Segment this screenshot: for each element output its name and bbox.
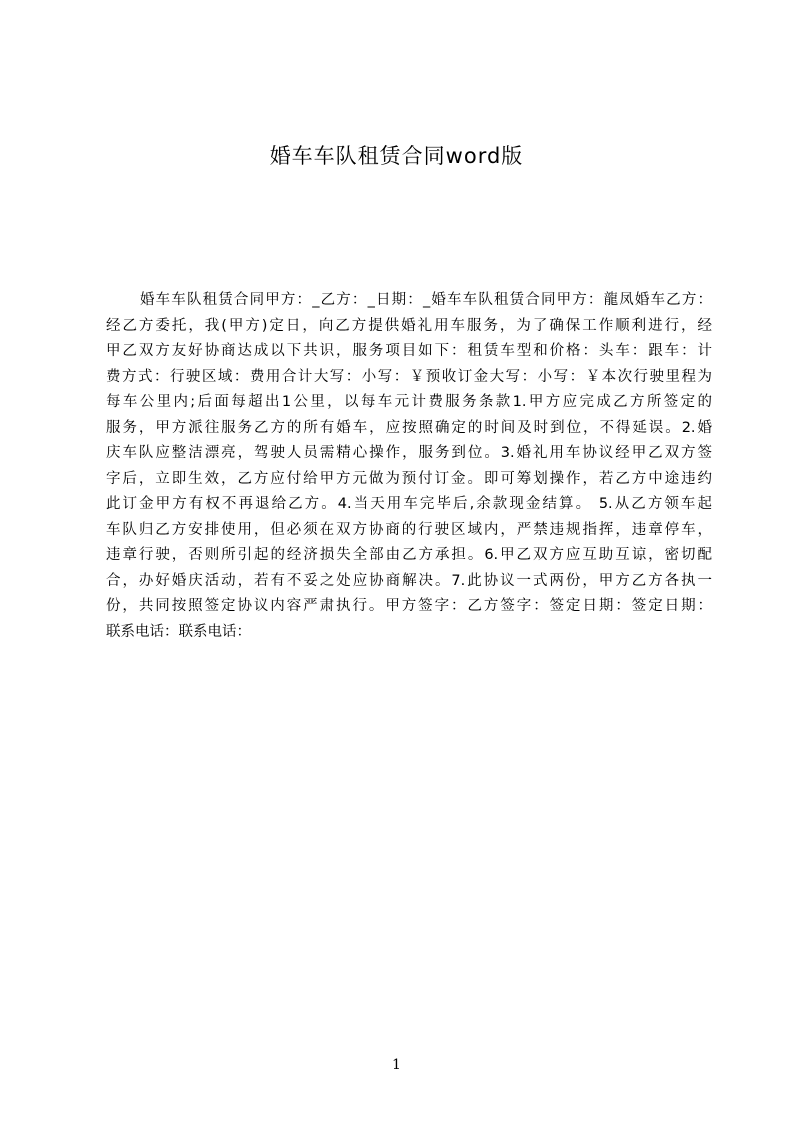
body-line: 字后，立即生效，乙方应付给甲方元做为预付订金。即可筹划操作，若乙方中途违约	[106, 470, 712, 487]
body-line: 甲乙双方友好协商达成以下共识，服务项目如下：租赁车型和价格：头车：跟车：计	[106, 343, 712, 359]
body-line: 车队归乙方安排使用，但必须在双方协商的行驶区域内，严禁违规指挥，违章停车，	[106, 521, 712, 538]
contract-body	[106, 288, 712, 645]
body-line: 联系电话：联系电话：	[106, 623, 251, 640]
body-line: 份，共同按照签定协议内容严肃执行。甲方签字：乙方签字：签定日期：签定日期：	[106, 598, 712, 614]
body-line: 每车公里内;后面每超出1公里，以每车元计费服务条款1.甲方应完成乙方所签定的	[106, 394, 712, 410]
page-number: 1	[392, 1057, 401, 1073]
document-title: 婚车车队租赁合同word版	[269, 144, 524, 168]
body-line: 合，办好婚庆活动，若有不妥之处应协商解决。7.此协议一式两份，甲方乙方各执一	[106, 572, 712, 589]
body-line: 服务，甲方派往服务乙方的所有婚车，应按照确定的时间及时到位，不得延误。2.婚	[106, 419, 712, 436]
body-line: 婚车车队租赁合同甲方：_乙方：_日期：_婚车车队租赁合同甲方：龍凤婚车乙方：	[140, 292, 712, 308]
body-line: 费方式：行驶区域：费用合计大写：小写：￥预收订金大写：小写：￥本次行驶里程为	[106, 368, 712, 385]
body-line: 经乙方委托，我(甲方)定日，向乙方提供婚礼用车服务，为了确保工作顺利进行，经	[106, 317, 712, 334]
body-line: 庆车队应整洁漂亮，驾驶人员需精心操作，服务到位。3.婚礼用车协议经甲乙双方签	[106, 445, 712, 461]
body-line: 违章行驶，否则所引起的经济损失全部由乙方承担。6.甲乙双方应互助互谅，密切配	[106, 547, 712, 563]
body-line: 此订金甲方有权不再退给乙方。4.当天用车完毕后,余款现金结算。 5.从乙方领车起	[106, 496, 712, 512]
